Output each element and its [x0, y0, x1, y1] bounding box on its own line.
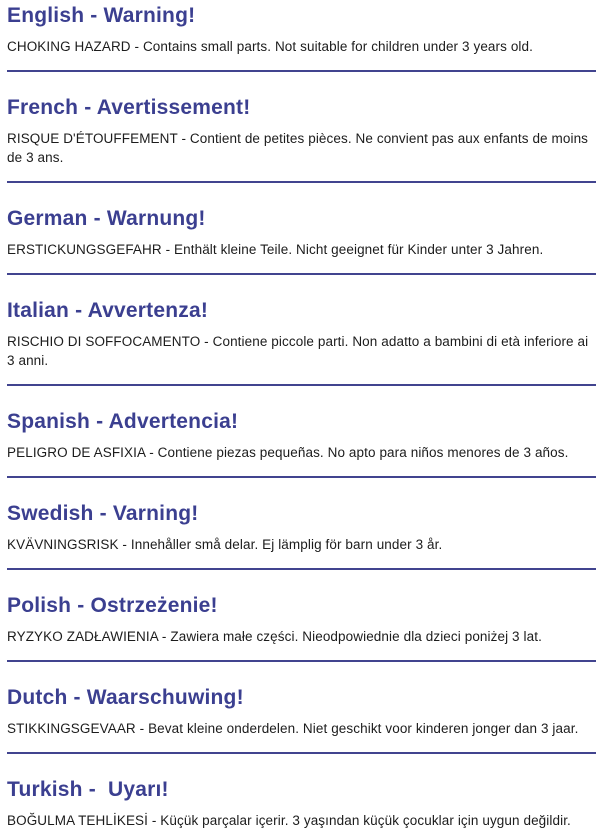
- section-divider: [7, 660, 596, 662]
- section-heading-english: English - Warning!: [7, 4, 196, 27]
- section-divider: [7, 476, 596, 478]
- section-german: [7, 207, 596, 259]
- section-french: [7, 96, 596, 167]
- section-divider: [7, 752, 596, 754]
- section-body-italian: RISCHIO DI SOFFOCAMENTO - Contiene piccole parti. Non adatto a bambini di età inferiore ai 3 anni.: [7, 334, 589, 368]
- section-body-english: CHOKING HAZARD - Contains small parts. Not suitable for children under 3 years old.: [7, 39, 533, 54]
- section-heading-turkish: Turkish - Uyarı!: [7, 778, 169, 801]
- section-body-spanish: PELIGRO DE ASFIXIA - Contiene piezas pequeñas. No apto para niños menores de 3 años.: [7, 445, 569, 460]
- section-italian: [7, 299, 596, 370]
- section-swedish: [7, 502, 596, 554]
- section-body-german: ERSTICKUNGSGEFAHR - Enthält kleine Teile. Nicht geeignet für Kinder unter 3 Jahren.: [7, 242, 544, 257]
- section-heading-italian: Italian - Avvertenza!: [7, 299, 209, 322]
- section-heading-dutch: Dutch - Waarschuwing!: [7, 686, 244, 709]
- section-turkish: [7, 778, 596, 830]
- section-heading-french: French - Avertissement!: [7, 96, 251, 119]
- section-heading-polish: Polish - Ostrzeżenie!: [7, 594, 218, 617]
- section-spanish: [7, 410, 596, 462]
- section-divider: [7, 273, 596, 275]
- section-heading-german: German - Warnung!: [7, 207, 206, 230]
- section-heading-swedish: Swedish - Varning!: [7, 502, 199, 525]
- section-body-dutch: STIKKINGSGEVAAR - Bevat kleine onderdelen. Niet geschikt voor kinderen jonger dan 3 jaar.: [7, 721, 579, 736]
- section-body-swedish: KVÄVNINGSRISK - Innehåller små delar. Ej lämplig för barn under 3 år.: [7, 537, 443, 552]
- section-english: [7, 4, 596, 56]
- section-divider: [7, 384, 596, 386]
- section-divider: [7, 181, 596, 183]
- section-polish: [7, 594, 596, 646]
- section-divider: [7, 568, 596, 570]
- section-divider: [7, 70, 596, 72]
- section-heading-spanish: Spanish - Advertencia!: [7, 410, 239, 433]
- section-body-turkish: BOĞULMA TEHLİKESİ - Küçük parçalar içerir. 3 yaşından küçük çocuklar için uygun değildir.: [7, 813, 571, 828]
- section-body-polish: RYZYKO ZADŁAWIENIA - Zawiera małe części. Nieodpowiednie dla dzieci poniżej 3 lat.: [7, 629, 542, 644]
- section-dutch: [7, 686, 596, 738]
- section-body-french: RISQUE D'ÉTOUFFEMENT - Contient de petites pièces. Ne convient pas aux enfants de moins de 3 ans.: [7, 131, 589, 165]
